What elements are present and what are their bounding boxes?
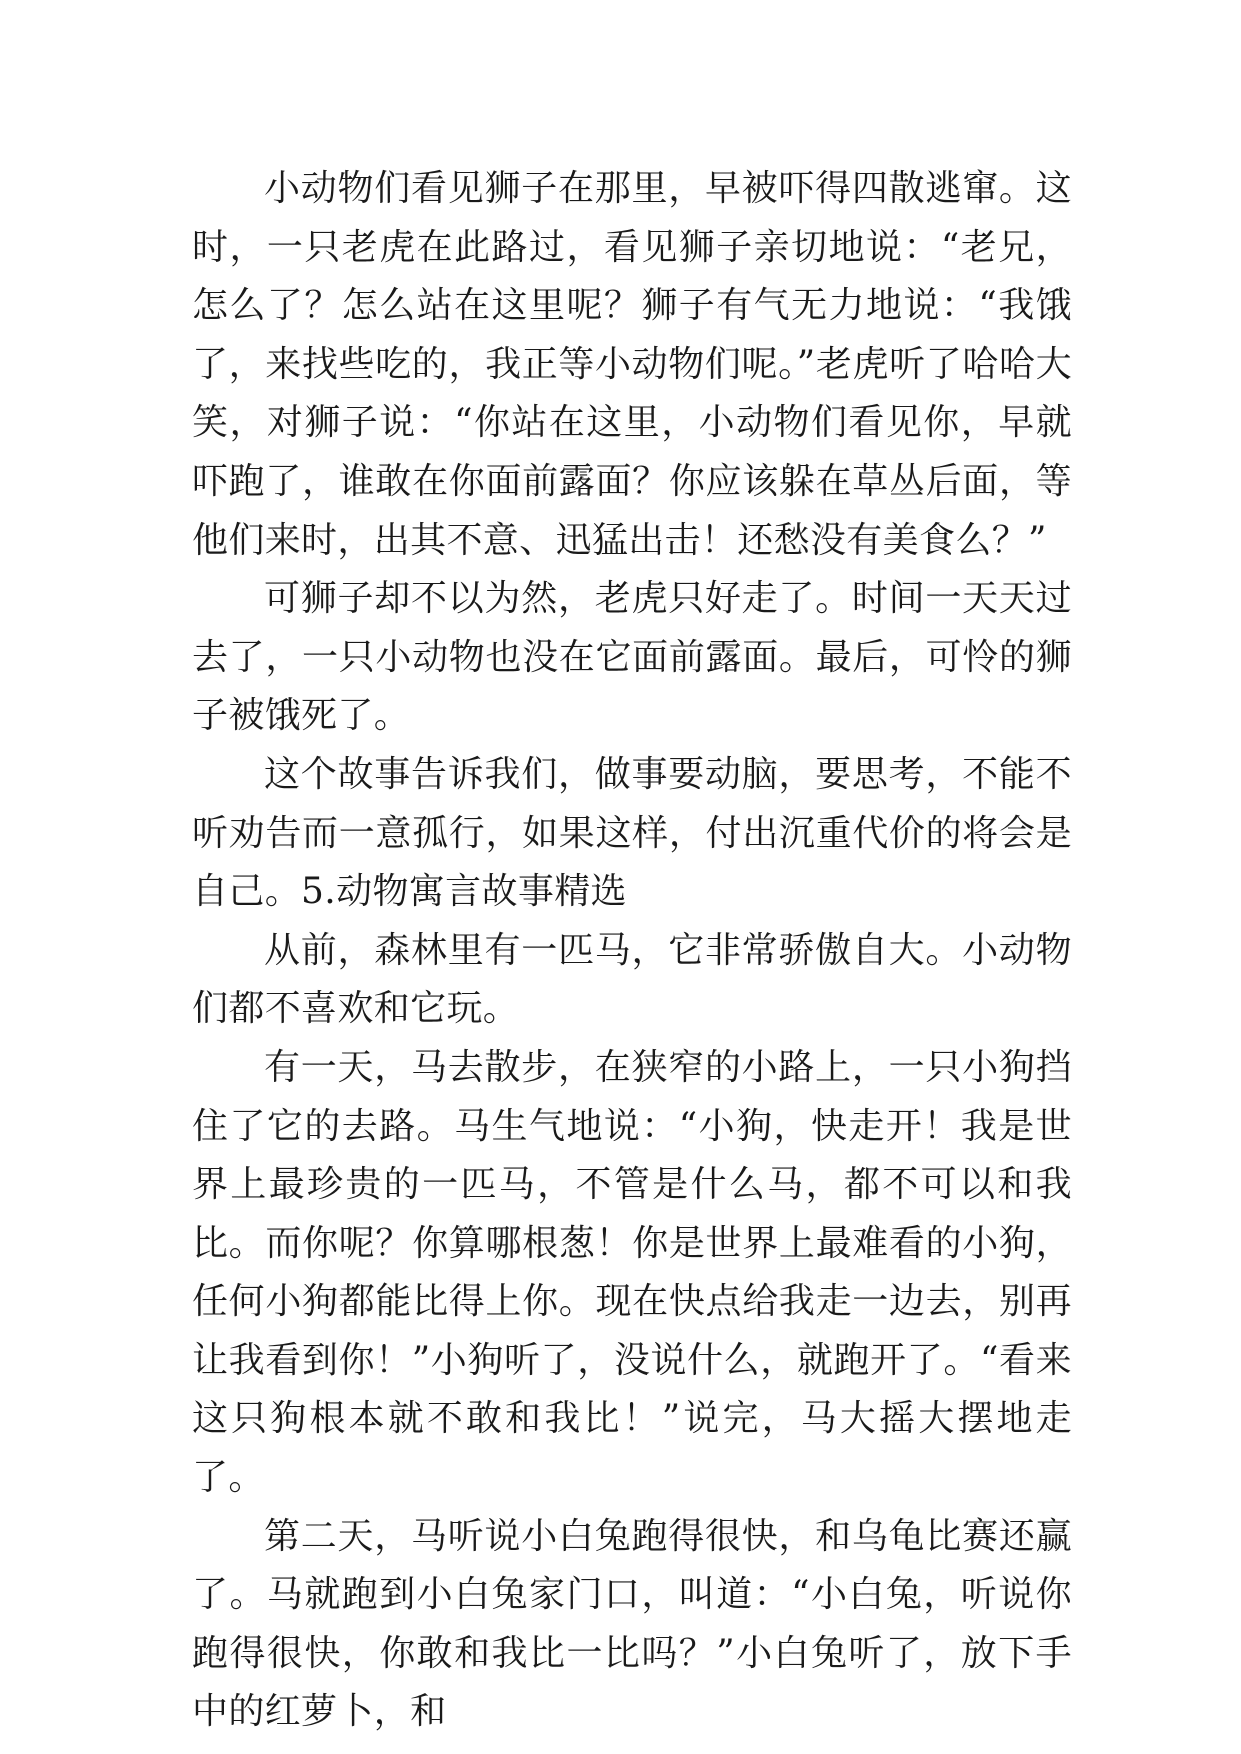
paragraph-moral-and-next-title: 这个故事告诉我们，做事要动脑，要思考，不能不听劝告而一意孤行，如果这样，付出沉重代价的将会是自己。5.动物寓言故事精选 bbox=[192, 753, 1072, 913]
paragraph-lion-waiting: 小动物们看见狮子在那里，早被吓得四散逃窜。这时，一只老虎在此路过，看见狮子亲切地说：“老兄，怎么了？怎么站在这里呢？狮子有气无力地说：“我饿了，来找些吃的，我正等小动物们呢。”老虎听了哈哈大笑，对狮子说：“你站在这里，小动物们看见你，早就吓跑了，谁敢在你面前露面？你应该躲在草丛后面，等他们来时，出其不意、迅猛出击！还愁没有美食么？” bbox=[192, 168, 1072, 561]
paragraph-proud-horse: 从前，森林里有一匹马，它非常骄傲自大。小动物们都不喜欢和它玩。 bbox=[192, 929, 1072, 1030]
paragraph-horse-and-dog: 有一天，马去散步，在狭窄的小路上，一只小狗挡住了它的去路。马生气地说：“小狗，快走开！我是世界上最珍贵的一匹马，不管是什么马，都不可以和我比。而你呢？你算哪根葱！你是世界上最难看的小狗，任何小狗都能比得上你。现在快点给我走一边去，别再让我看到你！”小狗听了，没说什么，就跑开了。“看来这只狗根本就不敢和我比！”说完，马大摇大摆地走了。 bbox=[192, 1046, 1072, 1499]
body-text bbox=[192, 160, 1072, 1742]
paragraph-lion-starves: 可狮子却不以为然，老虎只好走了。时间一天天过去了，一只小动物也没在它面前露面。最后，可怜的狮子被饿死了。 bbox=[192, 578, 1072, 737]
paragraph-horse-and-rabbit: 第二天，马听说小白兔跑得很快，和乌龟比赛还赢了。马就跑到小白兔家门口，叫道：“小白兔，听说你跑得很快，你敢和我比一比吗？”小白兔听了，放下手中的红萝卜，和 bbox=[192, 1515, 1072, 1733]
